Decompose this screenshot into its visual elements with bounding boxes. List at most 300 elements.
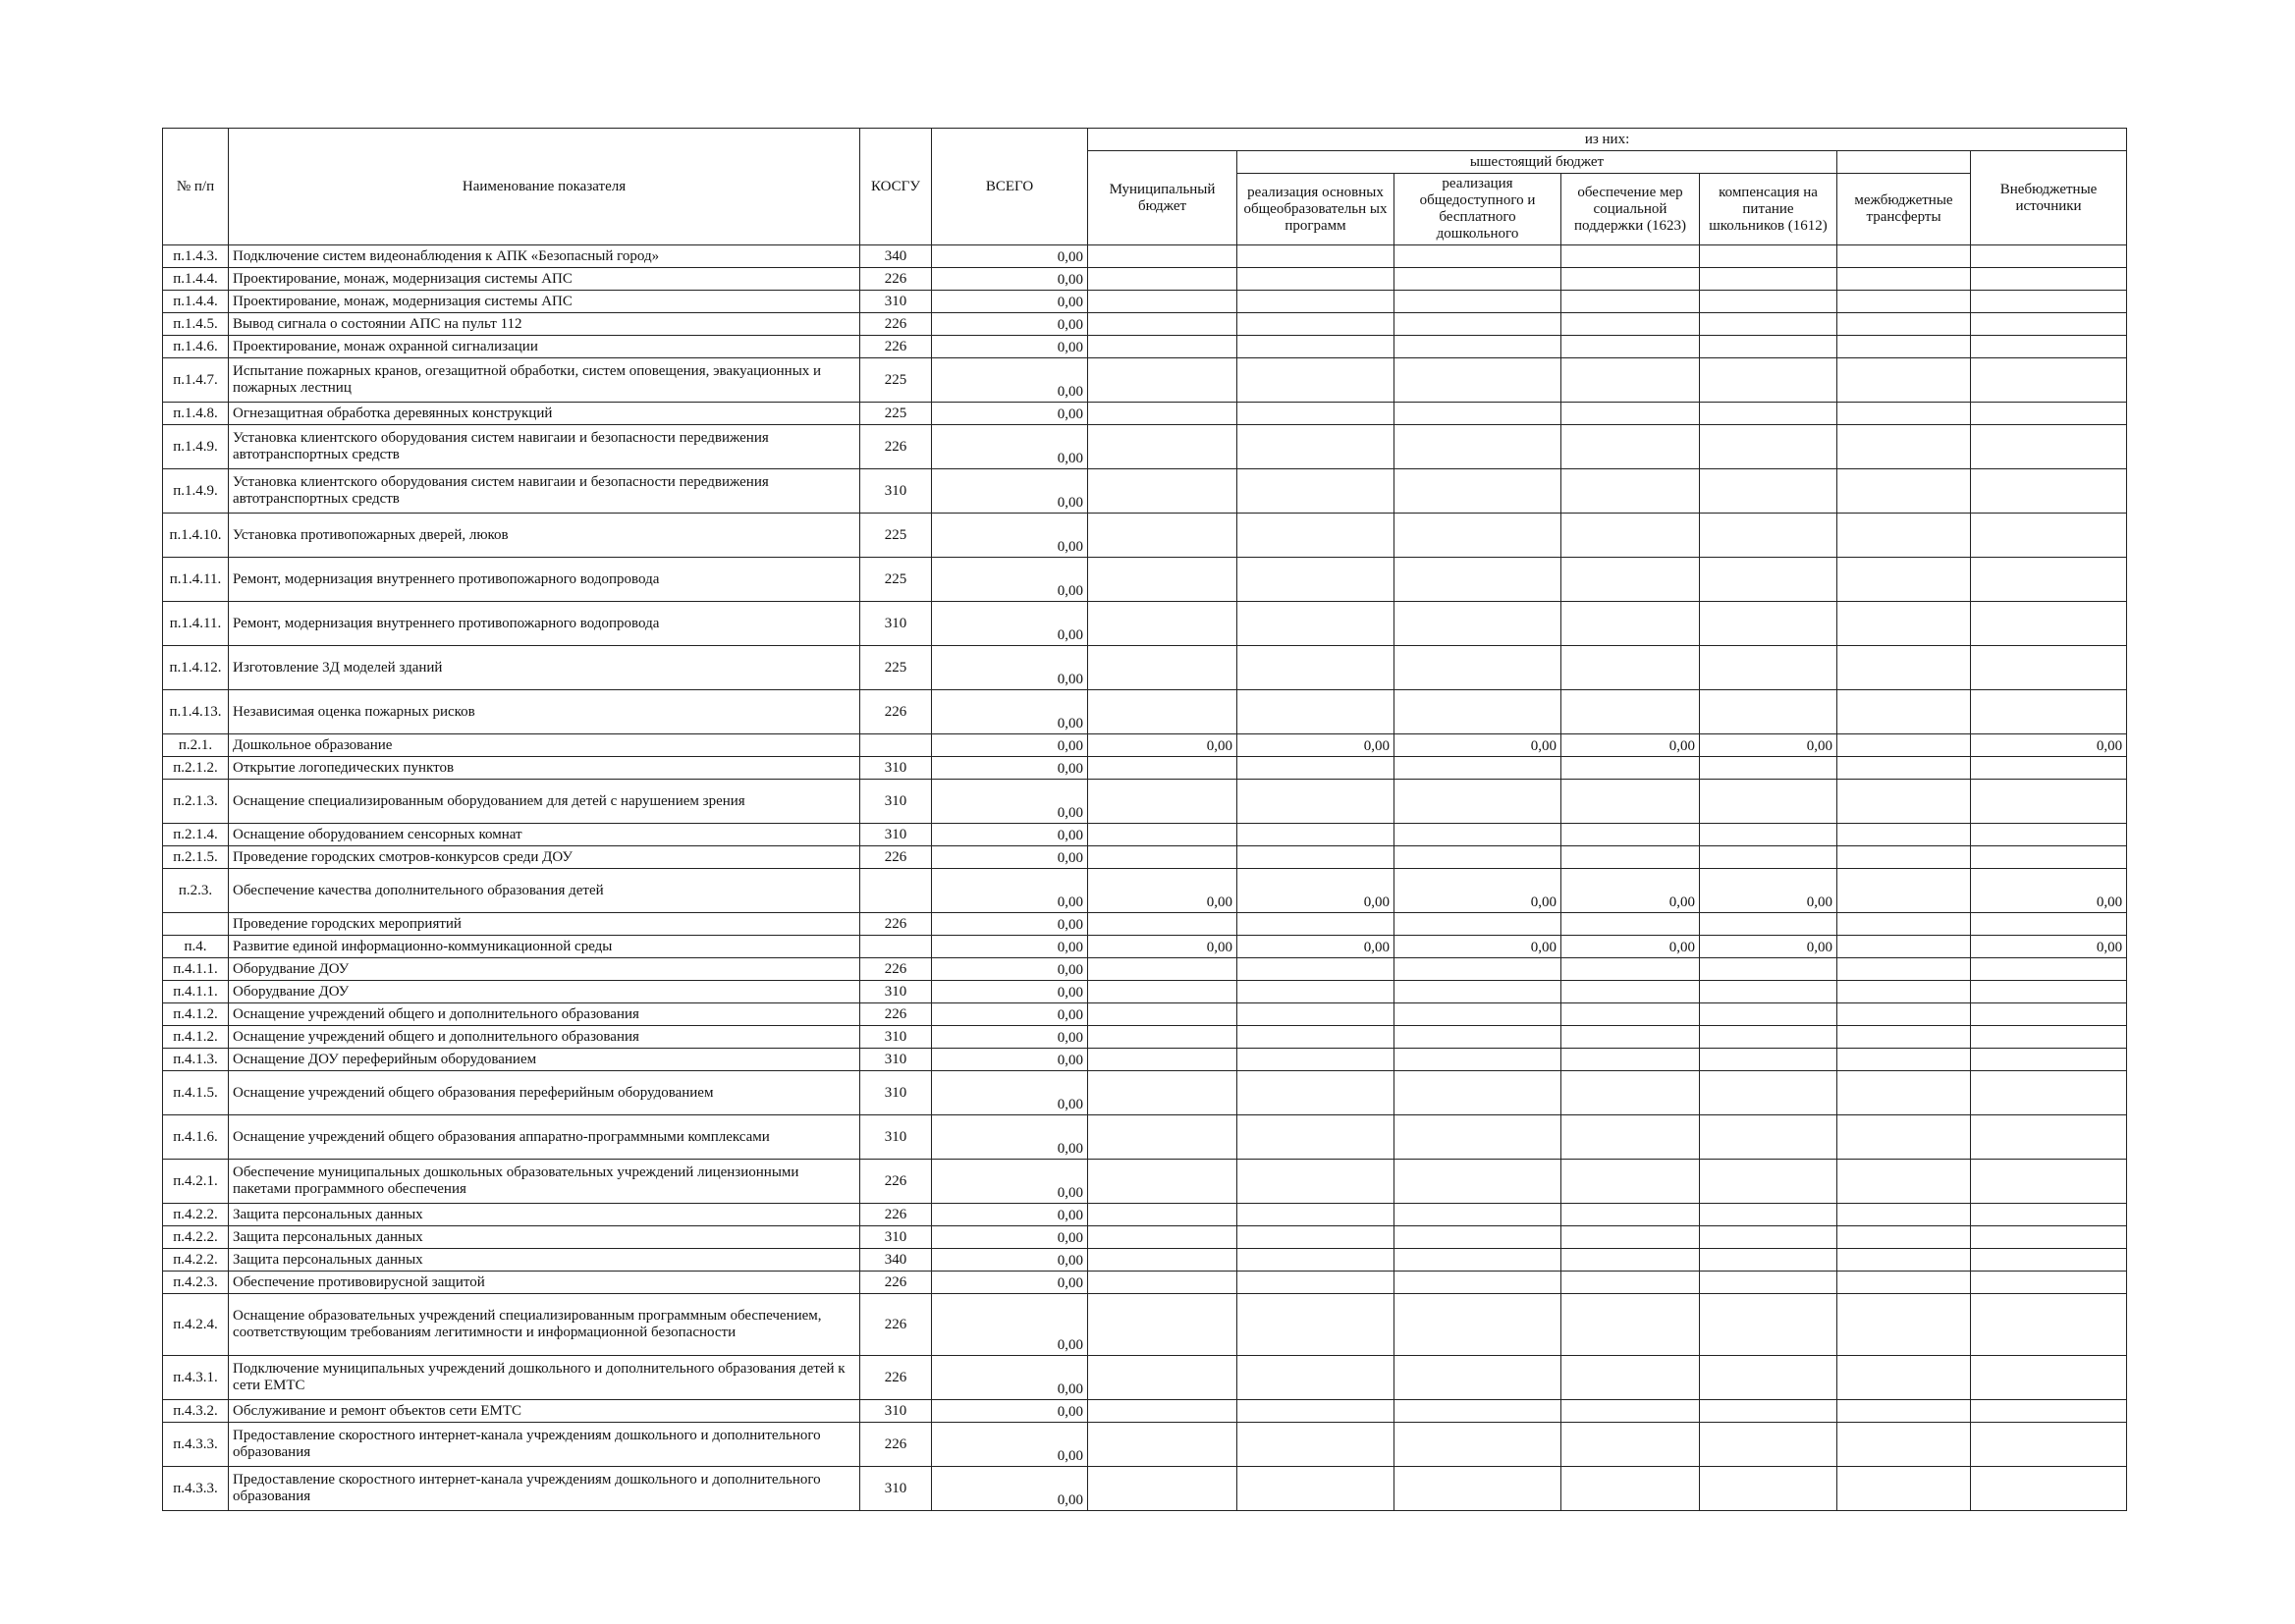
row-name: Проектирование, монаж, модернизация системы АПС <box>229 291 860 313</box>
row-sub3 <box>1561 780 1700 824</box>
row-sub3 <box>1561 469 1700 514</box>
row-total: 0,00 <box>932 1272 1088 1294</box>
row-kosgu: 310 <box>860 1049 932 1071</box>
table-row <box>163 1160 2127 1204</box>
table-row <box>163 780 2127 824</box>
row-sub3 <box>1561 1003 1700 1026</box>
row-sub3 <box>1561 268 1700 291</box>
row-sub2 <box>1394 291 1561 313</box>
row-municipal <box>1088 514 1237 558</box>
row-num: п.4.2.2. <box>163 1249 229 1272</box>
row-sub2 <box>1394 1115 1561 1160</box>
row-municipal <box>1088 913 1237 936</box>
row-sub1 <box>1237 846 1394 869</box>
table-row <box>163 1467 2127 1511</box>
table-row <box>163 869 2127 913</box>
row-extrabudget <box>1971 846 2127 869</box>
row-kosgu: 310 <box>860 757 932 780</box>
row-total: 0,00 <box>932 981 1088 1003</box>
row-num: п.1.4.9. <box>163 425 229 469</box>
row-extrabudget <box>1971 1356 2127 1400</box>
row-interbudget <box>1837 469 1971 514</box>
row-extrabudget <box>1971 291 2127 313</box>
row-total: 0,00 <box>932 1467 1088 1511</box>
row-extrabudget <box>1971 958 2127 981</box>
row-extrabudget <box>1971 469 2127 514</box>
row-sub1 <box>1237 602 1394 646</box>
row-total: 0,00 <box>932 1400 1088 1423</box>
row-sub1 <box>1237 1071 1394 1115</box>
row-extrabudget <box>1971 981 2127 1003</box>
row-kosgu <box>860 734 932 757</box>
row-total: 0,00 <box>932 757 1088 780</box>
row-interbudget <box>1837 1272 1971 1294</box>
row-num: п.4.1.2. <box>163 1003 229 1026</box>
row-name: Защита персональных данных <box>229 1226 860 1249</box>
row-sub1 <box>1237 1272 1394 1294</box>
row-total: 0,00 <box>932 1049 1088 1071</box>
row-municipal <box>1088 313 1237 336</box>
table-row <box>163 245 2127 268</box>
row-sub1 <box>1237 646 1394 690</box>
row-extrabudget <box>1971 1400 2127 1423</box>
table-row <box>163 1356 2127 1400</box>
row-num: п.1.4.3. <box>163 245 229 268</box>
row-sub2: 0,00 <box>1394 869 1561 913</box>
row-name: Проведение городских мероприятий <box>229 913 860 936</box>
row-sub1 <box>1237 981 1394 1003</box>
row-extrabudget: 0,00 <box>1971 734 2127 757</box>
table-row <box>163 403 2127 425</box>
row-interbudget <box>1837 1467 1971 1511</box>
row-total: 0,00 <box>932 245 1088 268</box>
header-interbudget: межбюджетные трансферты <box>1837 174 1971 245</box>
row-sub2 <box>1394 1467 1561 1511</box>
row-municipal <box>1088 824 1237 846</box>
row-municipal <box>1088 780 1237 824</box>
row-total: 0,00 <box>932 469 1088 514</box>
row-num: п.1.4.4. <box>163 268 229 291</box>
row-sub3 <box>1561 403 1700 425</box>
row-sub3 <box>1561 690 1700 734</box>
row-sub1: 0,00 <box>1237 734 1394 757</box>
row-interbudget <box>1837 1294 1971 1356</box>
row-sub4 <box>1700 981 1837 1003</box>
row-kosgu: 226 <box>860 846 932 869</box>
row-sub3 <box>1561 514 1700 558</box>
row-sub3: 0,00 <box>1561 936 1700 958</box>
table-row <box>163 1272 2127 1294</box>
row-kosgu: 310 <box>860 1400 932 1423</box>
row-interbudget <box>1837 1400 1971 1423</box>
row-sub4 <box>1700 846 1837 869</box>
row-municipal <box>1088 268 1237 291</box>
row-name: Оснащение образовательных учреждений специализированным программным обеспечением, соответствующим требованиям легитимности и информационной безопасности <box>229 1294 860 1356</box>
row-extrabudget: 0,00 <box>1971 869 2127 913</box>
row-num: п.1.4.9. <box>163 469 229 514</box>
row-name: Ремонт, модернизация внутреннего противопожарного водопровода <box>229 558 860 602</box>
row-sub4: 0,00 <box>1700 936 1837 958</box>
row-sub1 <box>1237 336 1394 358</box>
row-municipal <box>1088 1003 1237 1026</box>
row-extrabudget <box>1971 1049 2127 1071</box>
row-sub1 <box>1237 469 1394 514</box>
row-sub1 <box>1237 1423 1394 1467</box>
row-num: п.4.2.2. <box>163 1204 229 1226</box>
row-sub1 <box>1237 558 1394 602</box>
row-num: п.1.4.11. <box>163 558 229 602</box>
row-sub2 <box>1394 1049 1561 1071</box>
row-sub3 <box>1561 1049 1700 1071</box>
row-total: 0,00 <box>932 646 1088 690</box>
row-kosgu: 226 <box>860 268 932 291</box>
row-sub1 <box>1237 1003 1394 1026</box>
row-name: Оснащение оборудованием сенсорных комнат <box>229 824 860 846</box>
table-row <box>163 1115 2127 1160</box>
row-total: 0,00 <box>932 913 1088 936</box>
row-municipal <box>1088 1400 1237 1423</box>
row-name: Развитие единой информационно-коммуникационной среды <box>229 936 860 958</box>
row-extrabudget <box>1971 1160 2127 1204</box>
row-sub4 <box>1700 1400 1837 1423</box>
row-sub2 <box>1394 1204 1561 1226</box>
row-kosgu: 226 <box>860 690 932 734</box>
row-sub2 <box>1394 1160 1561 1204</box>
table-row <box>163 558 2127 602</box>
row-sub4 <box>1700 1467 1837 1511</box>
row-municipal <box>1088 1026 1237 1049</box>
row-municipal <box>1088 1115 1237 1160</box>
row-municipal <box>1088 1226 1237 1249</box>
row-municipal: 0,00 <box>1088 869 1237 913</box>
row-sub1 <box>1237 1467 1394 1511</box>
row-kosgu: 310 <box>860 1226 932 1249</box>
row-interbudget <box>1837 1115 1971 1160</box>
row-extrabudget <box>1971 268 2127 291</box>
table-row <box>163 469 2127 514</box>
header-sub3: обеспечение мер социальной поддержки (1623) <box>1561 174 1700 245</box>
row-sub1 <box>1237 268 1394 291</box>
row-interbudget <box>1837 1249 1971 1272</box>
row-name: Обеспечение противовирусной защитой <box>229 1272 860 1294</box>
row-interbudget <box>1837 958 1971 981</box>
row-kosgu: 225 <box>860 358 932 403</box>
row-interbudget <box>1837 1026 1971 1049</box>
row-interbudget <box>1837 514 1971 558</box>
row-interbudget <box>1837 1226 1971 1249</box>
row-num: п.2.1. <box>163 734 229 757</box>
row-total: 0,00 <box>932 602 1088 646</box>
table-row <box>163 646 2127 690</box>
row-sub1 <box>1237 1049 1394 1071</box>
row-sub4 <box>1700 913 1837 936</box>
row-sub4 <box>1700 780 1837 824</box>
row-sub2 <box>1394 1294 1561 1356</box>
row-sub2 <box>1394 1356 1561 1400</box>
row-municipal <box>1088 403 1237 425</box>
row-extrabudget <box>1971 824 2127 846</box>
row-sub2: 0,00 <box>1394 936 1561 958</box>
row-sub2 <box>1394 403 1561 425</box>
row-kosgu: 310 <box>860 824 932 846</box>
row-kosgu: 340 <box>860 1249 932 1272</box>
row-name: Оснащение учреждений общего и дополнительного образования <box>229 1003 860 1026</box>
row-kosgu: 310 <box>860 291 932 313</box>
row-kosgu: 310 <box>860 602 932 646</box>
row-sub1 <box>1237 958 1394 981</box>
row-sub2 <box>1394 1071 1561 1115</box>
row-total: 0,00 <box>932 558 1088 602</box>
row-interbudget <box>1837 1204 1971 1226</box>
table-row <box>163 1071 2127 1115</box>
row-kosgu <box>860 936 932 958</box>
row-interbudget <box>1837 757 1971 780</box>
row-total: 0,00 <box>932 1115 1088 1160</box>
row-num: п.4.1.5. <box>163 1071 229 1115</box>
table-row <box>163 824 2127 846</box>
row-municipal <box>1088 469 1237 514</box>
row-sub1 <box>1237 1026 1394 1049</box>
row-name: Проведение городских смотров-конкурсов среди ДОУ <box>229 846 860 869</box>
row-kosgu: 226 <box>860 1204 932 1226</box>
row-num: п.1.4.5. <box>163 313 229 336</box>
row-num: п.4.3.2. <box>163 1400 229 1423</box>
row-sub3 <box>1561 1423 1700 1467</box>
row-num: п.4.1.6. <box>163 1115 229 1160</box>
row-municipal <box>1088 602 1237 646</box>
row-total: 0,00 <box>932 734 1088 757</box>
row-sub3 <box>1561 1467 1700 1511</box>
row-kosgu: 310 <box>860 1026 932 1049</box>
row-kosgu: 226 <box>860 1356 932 1400</box>
row-municipal <box>1088 1160 1237 1204</box>
row-sub4 <box>1700 336 1837 358</box>
row-sub4 <box>1700 757 1837 780</box>
row-sub2: 0,00 <box>1394 734 1561 757</box>
row-num: п.2.3. <box>163 869 229 913</box>
budget-table <box>162 128 2127 1511</box>
row-sub3 <box>1561 958 1700 981</box>
row-municipal <box>1088 646 1237 690</box>
row-sub4 <box>1700 358 1837 403</box>
row-interbudget <box>1837 358 1971 403</box>
row-municipal <box>1088 1071 1237 1115</box>
table-row <box>163 1294 2127 1356</box>
row-sub1: 0,00 <box>1237 869 1394 913</box>
row-name: Оснащение ДОУ переферийным оборудованием <box>229 1049 860 1071</box>
row-sub3 <box>1561 358 1700 403</box>
row-total: 0,00 <box>932 268 1088 291</box>
row-kosgu: 226 <box>860 1423 932 1467</box>
row-extrabudget <box>1971 1026 2127 1049</box>
row-sub4 <box>1700 469 1837 514</box>
row-kosgu: 226 <box>860 1160 932 1204</box>
row-sub2 <box>1394 268 1561 291</box>
row-sub4 <box>1700 1026 1837 1049</box>
row-name: Оснащение учреждений общего и дополнительного образования <box>229 1026 860 1049</box>
row-total: 0,00 <box>932 1026 1088 1049</box>
row-name: Дошкольное образование <box>229 734 860 757</box>
row-num: п.4.2.1. <box>163 1160 229 1204</box>
row-extrabudget <box>1971 1423 2127 1467</box>
row-kosgu: 310 <box>860 981 932 1003</box>
row-name: Обеспечение качества дополнительного образования детей <box>229 869 860 913</box>
row-name: Установка противопожарных дверей, люков <box>229 514 860 558</box>
row-total: 0,00 <box>932 824 1088 846</box>
row-extrabudget <box>1971 1272 2127 1294</box>
row-name: Установка клиентского оборудования систем навигаии и безопасности передвижения автотранспортных средств <box>229 469 860 514</box>
row-sub2 <box>1394 757 1561 780</box>
row-total: 0,00 <box>932 1003 1088 1026</box>
row-municipal <box>1088 1204 1237 1226</box>
row-sub3 <box>1561 1400 1700 1423</box>
row-sub2 <box>1394 1400 1561 1423</box>
row-extrabudget <box>1971 358 2127 403</box>
row-extrabudget <box>1971 1204 2127 1226</box>
row-sub3 <box>1561 1071 1700 1115</box>
row-sub1 <box>1237 1160 1394 1204</box>
row-sub1 <box>1237 1294 1394 1356</box>
row-kosgu: 310 <box>860 1071 932 1115</box>
row-municipal <box>1088 846 1237 869</box>
row-total: 0,00 <box>932 936 1088 958</box>
table-row <box>163 1249 2127 1272</box>
table-row <box>163 981 2127 1003</box>
row-kosgu: 225 <box>860 403 932 425</box>
row-sub3 <box>1561 1115 1700 1160</box>
row-sub2 <box>1394 313 1561 336</box>
row-municipal <box>1088 1294 1237 1356</box>
row-municipal <box>1088 1467 1237 1511</box>
row-name: Предоставление скоростного интернет-канала учреждениям дошкольного и дополнительного образования <box>229 1467 860 1511</box>
row-sub4 <box>1700 824 1837 846</box>
row-num: п.2.1.2. <box>163 757 229 780</box>
row-kosgu: 310 <box>860 1115 932 1160</box>
row-name: Подключение муниципальных учреждений дошкольного и дополнительного образования детей к сети ЕМТС <box>229 1356 860 1400</box>
row-name: Огнезащитная обработка деревянных конструкций <box>229 403 860 425</box>
row-sub4: 0,00 <box>1700 869 1837 913</box>
row-kosgu: 226 <box>860 1003 932 1026</box>
table-row <box>163 1423 2127 1467</box>
row-kosgu: 226 <box>860 1272 932 1294</box>
row-num: п.1.4.6. <box>163 336 229 358</box>
row-num: п.4.3.1. <box>163 1356 229 1400</box>
row-sub4: 0,00 <box>1700 734 1837 757</box>
row-sub2 <box>1394 469 1561 514</box>
row-kosgu <box>860 869 932 913</box>
row-name: Оборудвание ДОУ <box>229 958 860 981</box>
row-sub3 <box>1561 336 1700 358</box>
table-row <box>163 690 2127 734</box>
header-of-which: из них: <box>1088 129 2127 151</box>
row-extrabudget <box>1971 780 2127 824</box>
table-row <box>163 514 2127 558</box>
row-sub2 <box>1394 1226 1561 1249</box>
row-kosgu: 226 <box>860 1294 932 1356</box>
row-sub4 <box>1700 1071 1837 1115</box>
row-name: Оборудвание ДОУ <box>229 981 860 1003</box>
row-sub4 <box>1700 646 1837 690</box>
row-total: 0,00 <box>932 1249 1088 1272</box>
row-sub1 <box>1237 313 1394 336</box>
row-sub2 <box>1394 780 1561 824</box>
row-kosgu: 226 <box>860 313 932 336</box>
row-extrabudget <box>1971 558 2127 602</box>
row-name: Испытание пожарных кранов, огезащитной обработки, систем оповещения, эвакуационных и пожарных лестниц <box>229 358 860 403</box>
row-interbudget <box>1837 1356 1971 1400</box>
row-sub3 <box>1561 846 1700 869</box>
header-sub1: реализация основных общеобразовательн ых программ <box>1237 174 1394 245</box>
table-row <box>163 1049 2127 1071</box>
row-sub2 <box>1394 1423 1561 1467</box>
row-sub3 <box>1561 425 1700 469</box>
row-sub1 <box>1237 690 1394 734</box>
row-total: 0,00 <box>932 690 1088 734</box>
row-extrabudget <box>1971 336 2127 358</box>
table-row <box>163 846 2127 869</box>
row-interbudget <box>1837 824 1971 846</box>
row-name: Изготовление 3Д моделей зданий <box>229 646 860 690</box>
row-total: 0,00 <box>932 291 1088 313</box>
row-interbudget <box>1837 981 1971 1003</box>
row-interbudget <box>1837 336 1971 358</box>
row-interbudget <box>1837 690 1971 734</box>
row-name: Обеспечение муниципальных дошкольных образовательных учреждений лицензионными пакетами программного обеспечения <box>229 1160 860 1204</box>
row-sub3 <box>1561 824 1700 846</box>
row-sub2 <box>1394 981 1561 1003</box>
row-name: Предоставление скоростного интернет-канала учреждениям дошкольного и дополнительного образования <box>229 1423 860 1467</box>
row-municipal <box>1088 291 1237 313</box>
row-num: п.4.2.3. <box>163 1272 229 1294</box>
row-sub1 <box>1237 403 1394 425</box>
row-sub1 <box>1237 913 1394 936</box>
row-sub2 <box>1394 358 1561 403</box>
row-interbudget <box>1837 1423 1971 1467</box>
row-municipal <box>1088 1249 1237 1272</box>
row-extrabudget <box>1971 1467 2127 1511</box>
row-kosgu: 225 <box>860 514 932 558</box>
row-extrabudget <box>1971 1294 2127 1356</box>
row-sub4 <box>1700 1423 1837 1467</box>
header-kosgu: КОСГУ <box>860 129 932 245</box>
row-municipal <box>1088 1423 1237 1467</box>
row-num: п.1.4.13. <box>163 690 229 734</box>
table-row <box>163 602 2127 646</box>
row-total: 0,00 <box>932 1423 1088 1467</box>
row-sub4 <box>1700 425 1837 469</box>
row-extrabudget <box>1971 403 2127 425</box>
header-sub4: компенсация на питание школьников (1612) <box>1700 174 1837 245</box>
row-sub3 <box>1561 1226 1700 1249</box>
row-sub4 <box>1700 1115 1837 1160</box>
row-sub1 <box>1237 1356 1394 1400</box>
row-name: Защита персональных данных <box>229 1249 860 1272</box>
row-municipal: 0,00 <box>1088 734 1237 757</box>
row-extrabudget <box>1971 1115 2127 1160</box>
row-sub3 <box>1561 981 1700 1003</box>
row-num: п.1.4.4. <box>163 291 229 313</box>
row-interbudget <box>1837 245 1971 268</box>
row-sub2 <box>1394 1272 1561 1294</box>
table-row <box>163 913 2127 936</box>
table-row <box>163 1026 2127 1049</box>
row-sub1 <box>1237 757 1394 780</box>
row-name: Оснащение специализированным оборудованием для детей с нарушением зрения <box>229 780 860 824</box>
row-sub4 <box>1700 602 1837 646</box>
row-extrabudget <box>1971 245 2127 268</box>
row-num: п.4.1.1. <box>163 981 229 1003</box>
row-sub1 <box>1237 1204 1394 1226</box>
